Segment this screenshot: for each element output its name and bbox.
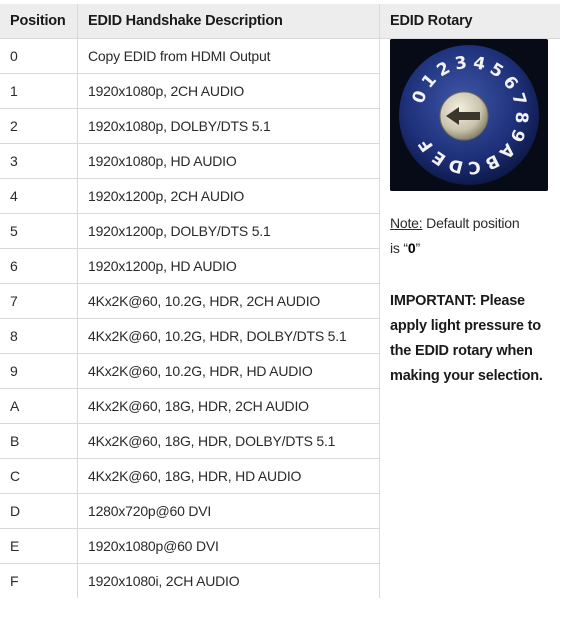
dial-digit: 5 [486, 59, 507, 83]
description-cell: 4Kx2K@60, 10.2G, HDR, HD AUDIO [78, 354, 380, 389]
note-text-3: ” [415, 240, 420, 256]
description-cell: 1920x1080i, 2CH AUDIO [78, 564, 380, 599]
position-cell: 9 [0, 354, 78, 389]
description-cell: 4Kx2K@60, 10.2G, HDR, 2CH AUDIO [78, 284, 380, 319]
edid-rotary-dial-image [390, 39, 548, 191]
header-position: Position [0, 4, 78, 39]
position-cell: C [0, 459, 78, 494]
rotary-panel [380, 39, 561, 599]
description-cell: 1920x1200p, HD AUDIO [78, 249, 380, 284]
dial-digit: 6 [498, 72, 522, 94]
position-cell: 3 [0, 144, 78, 179]
dial-digit: E [429, 146, 450, 170]
table-row [0, 39, 560, 74]
note-value: 0 [407, 240, 416, 256]
description-cell: 4Kx2K@60, 18G, HDR, HD AUDIO [78, 459, 380, 494]
position-cell: 1 [0, 74, 78, 109]
position-cell: F [0, 564, 78, 599]
description-cell: Copy EDID from HDMI Output [78, 39, 380, 74]
table-header-row [0, 4, 560, 39]
position-cell: 4 [0, 179, 78, 214]
dial-digit: A [495, 139, 519, 163]
dial-digit: 7 [507, 90, 530, 108]
dial-digit: 8 [510, 111, 532, 124]
edid-table [0, 4, 560, 598]
position-cell: 5 [0, 214, 78, 249]
position-cell: 2 [0, 109, 78, 144]
description-cell: 4Kx2K@60, 10.2G, HDR, DOLBY/DTS 5.1 [78, 319, 380, 354]
rotary-dial-svg [390, 39, 548, 191]
note-text: Default position [422, 215, 520, 231]
dial-digit: 2 [433, 58, 454, 82]
dial-digit: F [414, 134, 438, 156]
description-cell: 1920x1080p@60 DVI [78, 529, 380, 564]
note-text-2: is “ [390, 240, 408, 256]
dial-digit: B [481, 149, 503, 174]
position-cell: 7 [0, 284, 78, 319]
note-label: Note: [390, 215, 423, 231]
position-cell: 0 [0, 39, 78, 74]
position-cell: D [0, 494, 78, 529]
header-rotary: EDID Rotary [380, 4, 561, 39]
description-cell: 4Kx2K@60, 18G, HDR, DOLBY/DTS 5.1 [78, 424, 380, 459]
dial-digit: 9 [505, 126, 529, 145]
position-cell: 8 [0, 319, 78, 354]
description-cell: 1920x1080p, 2CH AUDIO [78, 74, 380, 109]
header-description: EDID Handshake Description [78, 4, 380, 39]
important-notice: IMPORTANT: Please apply light pressure to the EDID rotary when making your selection. [390, 293, 543, 384]
dial-digit: 1 [418, 70, 441, 93]
position-cell: B [0, 424, 78, 459]
dial-digit: D [446, 153, 466, 177]
description-cell: 1920x1080p, DOLBY/DTS 5.1 [78, 109, 380, 144]
table-body [0, 39, 560, 599]
dial-digit: 3 [453, 52, 469, 75]
dial-digit: 0 [408, 88, 432, 107]
description-cell: 1920x1080p, HD AUDIO [78, 144, 380, 179]
default-note [390, 211, 560, 261]
description-cell: 1280x720p@60 DVI [78, 494, 380, 529]
dial-digit: 4 [471, 53, 487, 75]
description-cell: 1920x1200p, DOLBY/DTS 5.1 [78, 214, 380, 249]
position-cell: A [0, 389, 78, 424]
position-cell: E [0, 529, 78, 564]
description-cell: 4Kx2K@60, 18G, HDR, 2CH AUDIO [78, 389, 380, 424]
position-cell: 6 [0, 249, 78, 284]
dial-digit: C [467, 156, 482, 178]
description-cell: 1920x1200p, 2CH AUDIO [78, 179, 380, 214]
